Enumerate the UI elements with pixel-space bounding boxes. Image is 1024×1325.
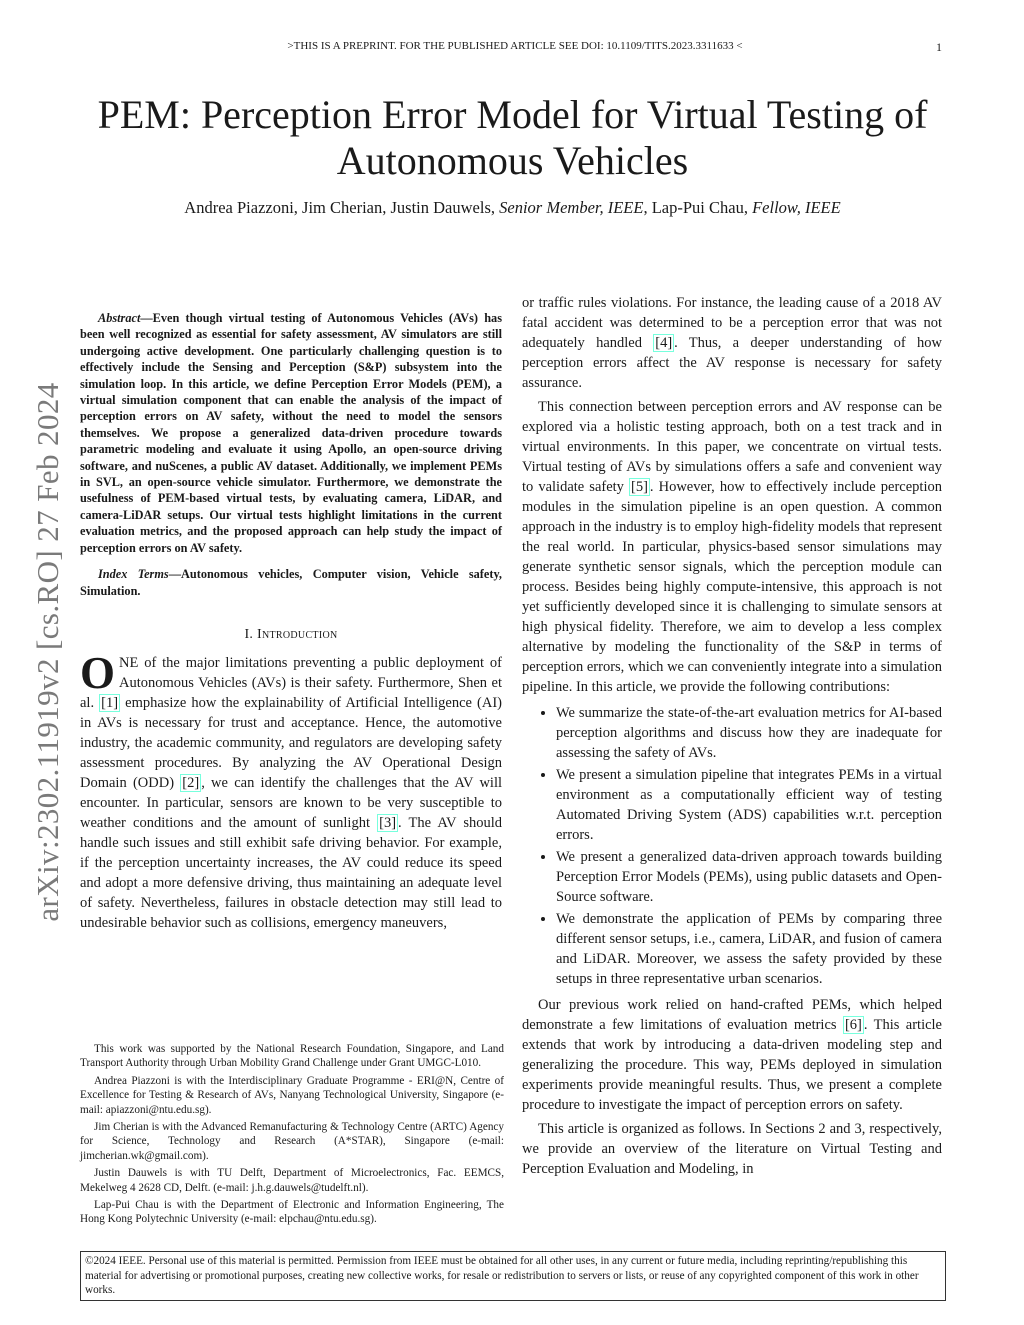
abstract (80, 310, 502, 556)
intro-text-segment: . The AV should handle such issues and still exhibit safe driving behavior. For example, if the perception uncertainty increases, the AV could reduce its speed and adopt a more defensive driving, thus maintaining an adequate level of safety. Nevertheless, failures in obstacle detection may still lead to undesirable behavior such as collisions, emergency maneuvers, (80, 814, 502, 931)
list-item: • We present a simulation pipeline that integrates PEMs in a virtual environment as a computationally efficient way of testing Automated Driving System (ADS) capabilities w.r.t. perception errors. (556, 765, 942, 845)
index-terms-text: —Autonomous vehicles, Computer vision, Vehicle safety, Simulation. (80, 567, 502, 598)
paper-title (60, 92, 965, 184)
body-text-segment: Our previous work relied on hand-crafted PEMs, which helped demonstrate a few limitations of evaluation metrics (522, 997, 942, 1033)
authors-part-1: Andrea Piazzoni, Jim Cherian, Justin Dauwels, (184, 198, 500, 217)
abstract-lead: Abstract (98, 311, 141, 325)
author-list (60, 198, 965, 218)
body-paragraph (522, 995, 942, 1115)
footnote: Justin Dauwels is with TU Delft, Department of Microelectronics, Fac. EEMCS, Mekelweg 4 2628 CD, Delft. (e-mail: j.h.g.dauwels@tudelft.nl). (80, 1167, 504, 1194)
intro-text-segment: emphasize how the explainability of Artificial Intelligence (AI) in AVs is necessary for trust and acceptance. Hence, the automotive industry, the academic community, and regulators are developing safety assessment procedures. By analyzing the AV Operational Design Domain (ODD) (80, 694, 502, 791)
drop-cap: O (80, 647, 116, 698)
index-terms-lead: Index Terms (98, 567, 169, 582)
citation-link[interactable]: [2] (182, 774, 200, 791)
author-role-senior-member: Senior Member, IEEE (499, 198, 644, 217)
body-paragraph: This article is organized as follows. In Sections 2 and 3, respectively, we provide an overview of the literature on Virtual Testing and Perception Evaluation and Modeling, in (522, 1121, 942, 1177)
contributions-list (522, 703, 942, 989)
citation-link[interactable]: [3] (379, 814, 397, 831)
intro-text-segment: NE of the major limitations preventing a public deployment of Autonomous Vehicles (AVs) is their safety. Furthermore, Shen et al. (80, 654, 502, 711)
copyright-notice: ©2024 IEEE. Personal use of this material is permitted. Permission from IEEE must be obtained for all other uses, in any current or future media, including reprinting/republishing this material for advertising or promotional purposes, creating new collective works, for resale or redistribution to servers or lists, or reuse of any copyrighted component of this work in other works. (80, 1251, 946, 1301)
arxiv-identifier-stamp[interactable]: arXiv:2302.11919v2 [cs.RO] 27 Feb 2024 (30, 382, 65, 922)
body-text-segment: . Thus, a deeper understanding of how perception errors affect the AV response is necessary for safety assurance. (522, 335, 942, 391)
page-number: 1 (936, 40, 942, 54)
list-item: • We summarize the state-of-the-art evaluation metrics for AI-based perception algorithms and discuss how they are inadequate for assessing the safety of AVs. (556, 703, 942, 763)
footnote: Lap-Pui Chau is with the Department of Electronic and Information Engineering, The Hong Kong Polytechnic University (e-mail: elpchau@ntu.edu.sg). (80, 1199, 504, 1226)
introduction-paragraph (80, 647, 502, 933)
citation-link[interactable]: [5] (631, 479, 648, 495)
right-column (522, 293, 942, 1183)
body-paragraph (522, 293, 942, 393)
citation-link[interactable]: [4] (655, 335, 673, 351)
body-text-segment: or traffic rules violations. For instance, the leading cause of a 2018 AV fatal accident was determined to be a perception error that was not adequately handled (522, 295, 942, 351)
introduction-body (80, 647, 502, 933)
body-text-segment: This connection between perception errors and AV response can be explored via a holistic testing approach, both on a test track and in virtual environments. In this paper, we concentrate on virtual tests. Virtual testing of AVs by simulations offers a safe and convenient way to validate safety (522, 399, 942, 495)
list-item: • We present a generalized data-driven approach towards building Perception Error Models (PEMs), using public datasets and Open-Source software. (556, 847, 942, 907)
author-role-fellow: Fellow, IEEE (752, 198, 841, 217)
footnote: Jim Cherian is with the Advanced Remanufacturing & Technology Centre (ARTC) Agency for Science, Technology and Research (A*STAR), Singapore (e-mail: jimcherian.wk@gmail.com). (80, 1121, 504, 1162)
left-column (80, 310, 502, 933)
footnote: This work was supported by the National Research Foundation, Singapore, and Land Transport Authority through Urban Mobility Grand Challenge under Grant UMGC-L010. (80, 1043, 504, 1070)
body-paragraph (522, 397, 942, 697)
index-terms (80, 566, 502, 599)
title-line-2: Autonomous Vehicles (336, 138, 689, 183)
section-heading-introduction: I. Introduction (244, 626, 338, 642)
title-line-1: PEM: Perception Error Model for Virtual Testing of (97, 92, 928, 137)
authors-part-2: , Lap-Pui Chau, (643, 198, 753, 217)
abstract-text: —Even though virtual testing of Autonomous Vehicles (AVs) has been well recognized as essential for safety assessment, AV simulators are still undergoing active development. One particularly challenging question is to effectively include the Sensing and Perception (S&P) subsystem into the simulation loop. In this article, we define Perception Error Models (PEM), a virtual simulation component that can enable the analysis of the impact of perception errors on AV safety, without the need to model the sensors themselves. We propose a generalized data-driven procedure towards parametric modeling and evaluate it using Apollo, an open-source driving software, and nuScenes, a public AV dataset. Additionally, we implement PEMs in SVL, an open-source vehicle simulator. Furthermore, we demonstrate the usefulness of PEM-based virtual tests, by evaluating camera, LiDAR, and camera-LiDAR setups. Our virtual tests highlight limitations in the current evaluation metrics, and the proposed approach can help study the impact of perception errors on AV safety. (80, 311, 502, 555)
list-item: • We demonstrate the application of PEMs by comparing three different sensor setups, i.e., camera, LiDAR, and fusion of camera and LiDAR. Moreover, we assess the safety provided by these setups in three representative urban scenarios. (556, 909, 942, 989)
citation-link[interactable]: [6] (844, 1017, 862, 1033)
footnote: Andrea Piazzoni is with the Interdisciplinary Graduate Programme - ERI@N, Centre of Excellence for Testing & Research of AVs, Nanyang Technological University, Singapore (e-mail: apiazzoni@ntu.edu.sg). (80, 1074, 504, 1116)
citation-link[interactable]: [1] (101, 694, 119, 711)
footnotes (80, 1042, 504, 1230)
running-head: >THIS IS A PREPRINT. FOR THE PUBLISHED ARTICLE SEE DOI: 10.1109/TITS.2023.3311633 < (287, 40, 743, 52)
body-text-segment: . However, how to effectively include perception modules in the simulation pipeline is an open question. A common approach in the industry is to employ high-fidelity models that represent the real world. In particular, physics-based sensor simulations may generate synthetic sensor signals, which the perception module can process. Besides being highly compute-intensive, this approach is not yet sufficiently developed since it is challenging to simulate sensors at high physical fidelity. Therefore, we aim to develop a less complex alternative by modeling the functionality of the S&P in terms of perception errors, which we can conveniently integrate into a simulation pipeline. In this article, we provide the following contributions: (522, 479, 942, 695)
body-text-segment: . This article extends that work by introducing a data-driven modeling step and generalizing the procedure. This way, PEMs deployed in simulation experiments provide meaningful results. Thus, we present a complete procedure to investigate the impact of perception errors on safety. (522, 1017, 942, 1113)
intro-text-segment: , we can identify the challenges that the AV will encounter. In particular, sensors are known to be very susceptible to weather conditions and the amount of sunlight (80, 774, 502, 831)
